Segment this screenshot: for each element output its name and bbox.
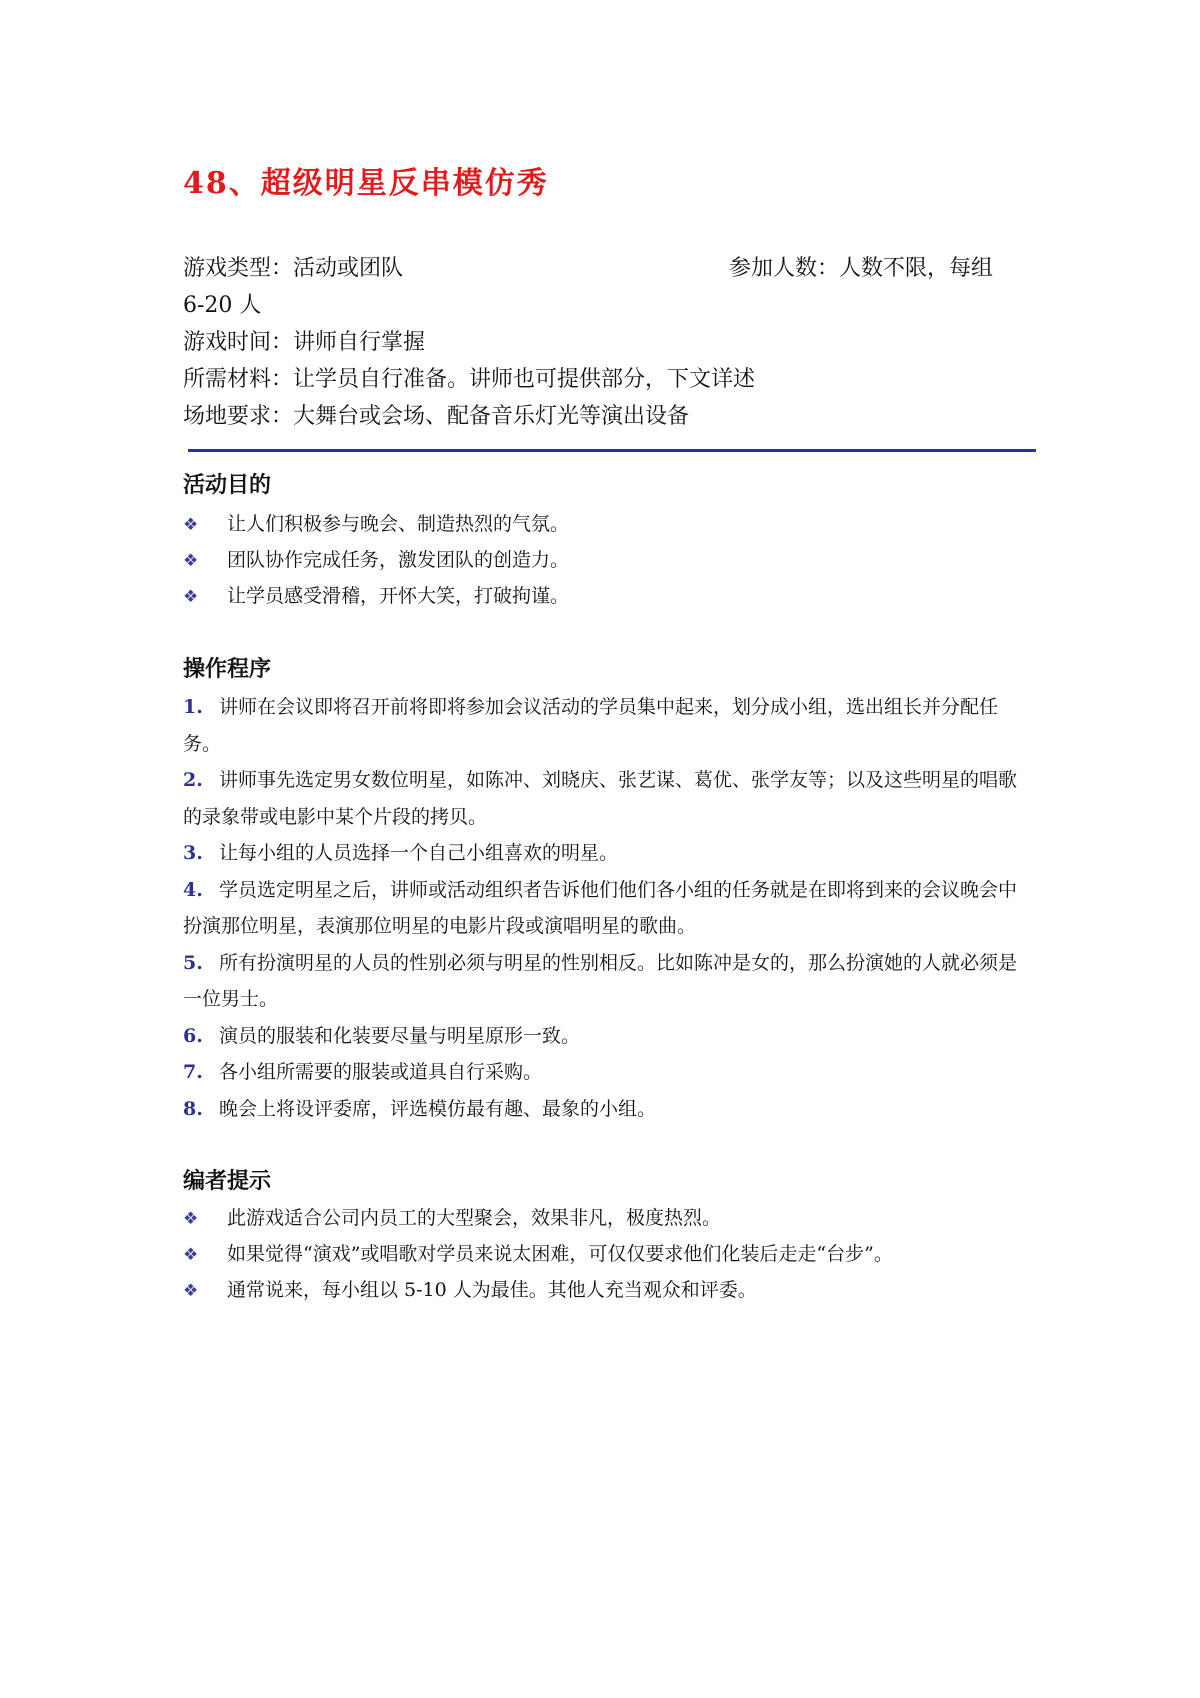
info-row-type (183, 250, 1023, 287)
game-type: 游戏类型：活动或团队 (183, 256, 404, 281)
step-number: 3. (183, 842, 203, 864)
step-number: 1. (183, 696, 203, 718)
step-item: 4. 学员选定明星之后，讲师或活动组织者告诉他们他们各小组的任务就是在即将到来的会议晚会中扮演那位明星，表演那位明星的电影片段或演唱明星的歌曲。 (183, 872, 1033, 945)
step-item: 8. 晚会上将设评委席，评选模仿最有趣、最象的小组。 (183, 1091, 1033, 1128)
step-item: 5. 所有扮演明星的人员的性别必须与明星的性别相反。比如陈冲是女的，那么扮演她的人就必须是一位男士。 (183, 945, 1033, 1018)
page-title: 48、超级明星反串模仿秀 (183, 166, 549, 201)
step-number: 4. (183, 878, 203, 901)
section-heading-procedure: 操作程序 (183, 657, 272, 682)
game-time: 游戏时间：讲师自行掌握 (183, 330, 426, 355)
materials: 所需材料：让学员自行准备。讲师也可提供部分，下文详述 (183, 367, 756, 392)
diamond-bullet-icon: ❖ (183, 587, 199, 607)
step-item: 3. 让每小组的人员选择一个自己小组喜欢的明星。 (183, 835, 1033, 872)
section-heading-purpose: 活动目的 (183, 473, 272, 498)
step-number: 6. (183, 1024, 203, 1047)
diamond-bullet-icon: ❖ (183, 551, 199, 571)
divider-rule (188, 449, 1036, 452)
participants-continued: 6-20 人 (183, 293, 262, 318)
list-item: ❖ 让人们积极参与晚会、制造热烈的气氛。 (183, 506, 569, 542)
procedure-steps (183, 689, 1033, 1127)
diamond-bullet-icon: ❖ (183, 1281, 199, 1301)
step-item: 1. 讲师在会议即将召开前将即将参加会议活动的学员集中起来，划分成小组，选出组长并分配任务。 (183, 689, 1033, 762)
participants: 参加人数：人数不限，每组 (729, 256, 994, 281)
list-item: ❖ 如果觉得“演戏”或唱歌对学员来说太困难，可仅仅要求他们化装后走走“台步”。 (183, 1236, 893, 1272)
venue: 场地要求：大舞台或会场、配备音乐灯光等演出设备 (183, 404, 690, 429)
diamond-bullet-icon: ❖ (183, 1209, 199, 1229)
diamond-bullet-icon: ❖ (183, 1245, 199, 1265)
step-item: 2. 讲师事先选定男女数位明星，如陈冲、刘晓庆、张艺谋、葛优、张学友等；以及这些明星的唱歌的录象带或电影中某个片段的拷贝。 (183, 762, 1033, 835)
list-item: ❖ 通常说来，每小组以 5-10 人为最佳。其他人充当观众和评委。 (183, 1272, 893, 1308)
step-number: 7. (183, 1061, 203, 1083)
step-item: 6. 演员的服装和化装要尽量与明星原形一致。 (183, 1018, 1033, 1055)
step-number: 5. (183, 951, 203, 974)
step-item: 7. 各小组所需要的服装或道具自行采购。 (183, 1054, 1033, 1091)
list-item: ❖ 此游戏适合公司内员工的大型聚会，效果非凡，极度热烈。 (183, 1200, 893, 1236)
game-info (183, 250, 1023, 435)
list-item: ❖ 团队协作完成任务，激发团队的创造力。 (183, 542, 569, 578)
step-number: 8. (183, 1097, 203, 1120)
step-number: 2. (183, 769, 203, 791)
section-heading-tips: 编者提示 (183, 1169, 272, 1194)
purpose-list (183, 506, 569, 614)
diamond-bullet-icon: ❖ (183, 515, 199, 535)
list-item: ❖ 让学员感受滑稽，开怀大笑，打破拘谨。 (183, 578, 569, 614)
tips-list (183, 1200, 893, 1308)
